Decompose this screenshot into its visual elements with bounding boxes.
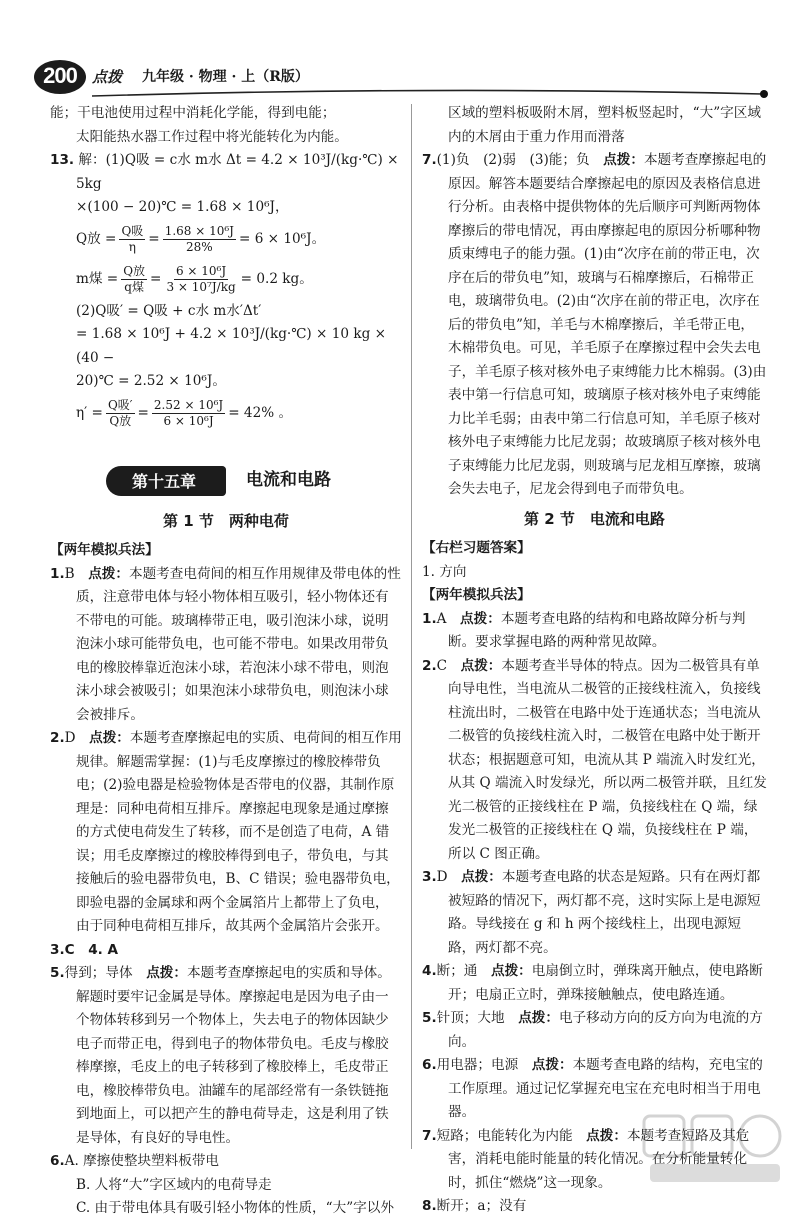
answer-key: 用电器；电源: [436, 1057, 532, 1073]
watermark-logo: [640, 1110, 790, 1190]
eq-sign: =: [148, 230, 160, 247]
chapter-title: 电流和电路: [246, 469, 331, 490]
text-line: 太阳能热水器工作过程中将光能转化为内能。: [76, 128, 348, 145]
hint-body: 本题考查电路的结构和电路故障分析与判断。要求掌握电路的两种常见故障。: [448, 610, 746, 650]
fraction: [163, 224, 236, 255]
hint-label: 点拨：: [146, 965, 187, 981]
fraction: [119, 224, 145, 255]
section-title: 第 1 节 两种电荷: [163, 511, 289, 530]
answer-key: C 4. A: [64, 941, 119, 958]
answer-key: 得到；导体: [64, 965, 147, 981]
page-number: 200: [43, 63, 77, 88]
hint-body: 本题考查短路及其危害，消耗电能时能量的转化情况。在分析能量转化时，抓住“燃烧”这一现象。: [448, 1127, 750, 1191]
frac-den: Q放: [109, 414, 132, 428]
hint-label: 点拨：: [460, 610, 501, 627]
answer-text: 解：(1)Q吸 = c水 m水 Δt = 4.2 × 10³J/(kg·℃) × 5kg: [76, 152, 399, 192]
answer-key: 断开；a；没有: [436, 1198, 527, 1214]
hint-body: 本题考查电路的结构，充电宝的工作原理。通过记忆掌握充电宝在充电时相当于用电器。: [448, 1057, 763, 1120]
answer-item: [50, 1150, 402, 1174]
hint-label: 点拨：: [586, 1127, 627, 1144]
question-number: 7.: [422, 1127, 437, 1144]
answer-option: A. 摩擦使整块塑料板带电: [64, 1153, 220, 1169]
answer-line: 20)℃ = 2.52 × 10⁶J。: [76, 373, 226, 389]
question-13: [50, 149, 402, 196]
frac-den: 6 × 10⁶J: [163, 414, 214, 428]
hint-body: 本题考查半导体的特点。因为二极管具有单向导电性，当电流从二极管的正接线柱流入，负接线柱流出时，二极管在电路中处于连通状态；当电流从二极管的负接线柱流入时，二极管在电路中处于断开状态；根据题意可知，电流从其 P 端流入时发红光，从其 Q 端流入时发绿光，所以两二极管并联，且红发光二极管的正接线柱在 P 端，负接线柱在 Q 端，绿发光二极管的正接线柱在 Q 端，负接线柱在 P 端，所以 C 图正确。: [448, 657, 767, 862]
question-number: 4.: [422, 963, 437, 979]
answer-item: [422, 608, 767, 655]
answer-key: A: [436, 610, 461, 627]
question-number: 6.: [422, 1057, 437, 1073]
answer-key: C: [436, 657, 461, 674]
question-number: 3.: [422, 869, 437, 885]
answer-line: (2)Q吸′ = Q吸 + c水 m水′Δt′: [76, 302, 262, 319]
question-number: 5.: [422, 1010, 437, 1026]
hint-label: 点拨：: [461, 869, 502, 885]
frac-num: Q吸: [121, 224, 144, 238]
question-number: 8.: [422, 1198, 437, 1214]
answer-key: 断；通: [436, 963, 491, 979]
answer-item: [50, 563, 402, 728]
text-line: 区域的塑料板吸附木屑，塑料板竖起时，“大”字区域: [448, 105, 761, 121]
eq-lhs: m煤 =: [76, 270, 119, 287]
answer-item: [422, 866, 767, 960]
column-divider: [411, 104, 412, 1149]
hint-label: 点拨：: [88, 565, 129, 582]
eq-rhs: = 0.2 kg。: [240, 270, 313, 287]
section-label: 【两年模拟兵法】: [50, 542, 159, 558]
hint-label: 点拨：: [460, 657, 502, 674]
hint-body: 电子移动方向的反方向为电流的方向。: [448, 1010, 763, 1050]
hint-body: 本题考查摩擦起电的实质、电荷间的相互作用规律。解题需掌握：(1)与毛皮摩擦过的橡胶棒带负电；(2)验电器是检验物体是否带电的仪器，其制作原理是：同种电荷相互排斥。摩擦起电现象是通过摩擦的方式使电荷发生了转移，而不是创造了电荷，A 错误；用毛皮摩擦过的橡胶棒得到电子，带负电，与其接触后的验电器带负电，B、C 错误；验电器带负电，即验电器的金属球和两个金属箔片上都带上了负电，由于同种电荷相互排斥，故其两个金属箔片会张开。: [76, 730, 402, 934]
answer-item: [50, 962, 402, 1150]
answer-key: B: [64, 565, 89, 582]
frac-den: q煤: [124, 280, 144, 294]
answer-item: [422, 149, 767, 502]
section-label: 【两年模拟兵法】: [422, 587, 531, 603]
frac-num: 1.68 × 10⁶J: [164, 224, 234, 238]
hint-body: 本题考查电荷间的相互作用规律及带电体的性质，注意带电体与轻小物体相互吸引，轻小物体还有不带电的可能。玻璃棒带正电，吸引泡沫小球，说明泡沫小球可能带负电，也可能不带电。如果改用带负电的橡胶棒靠近泡沫小球，若泡沫小球不带电，则泡沫小球会被吸引；如果泡沫小球带负电，则泡沫小球会被排斥。: [76, 565, 401, 723]
hint-label: 点拨：: [531, 1057, 573, 1073]
answer-item: [50, 727, 402, 939]
chapter-badge: [106, 466, 226, 496]
hint-label: 点拨：: [491, 963, 532, 979]
page-header: [0, 0, 801, 100]
answer-key: 针顶；大地: [436, 1010, 519, 1026]
answer-item: [422, 1195, 767, 1219]
fraction: [152, 398, 225, 429]
answer-key: (1)负 (2)弱 (3)能；负: [436, 152, 604, 168]
left-column: [50, 102, 402, 1221]
answer-key: D: [64, 730, 90, 746]
eq-lhs: η′ =: [76, 404, 103, 421]
hint-label: 点拨：: [89, 730, 130, 746]
running-title: 九年级 · 物理 · 上（R版）: [142, 69, 309, 85]
frac-num: Q放: [123, 264, 146, 278]
frac-den: 3 × 10⁷J/kg: [166, 280, 236, 294]
answer-line: 1. 方向: [422, 563, 467, 580]
fraction: [164, 264, 237, 295]
question-number: 13.: [50, 152, 75, 168]
eq-rhs: = 6 × 10⁶J。: [238, 230, 326, 247]
frac-num: 2.52 × 10⁶J: [153, 398, 224, 412]
question-number: 6.: [50, 1153, 65, 1169]
eq-lhs: Q放 =: [76, 230, 117, 247]
hint-body: 本题考查电路的状态是短路。只有在两灯都被短路的情况下，两灯都不亮，这时实际上是电源短路。导线接在 g 和 h 两个接线柱上，出现电源短路，两灯都不亮。: [448, 869, 761, 956]
answer-key: D: [436, 869, 462, 885]
frac-den: 28%: [186, 240, 213, 254]
section-label: 【右栏习题答案】: [422, 540, 531, 556]
hint-label: 点拨：: [603, 152, 644, 168]
hint-body: 本题考查摩擦起电的实质和导体。解题时要牢记金属是导体。摩擦起电是因为电子由一个物体转移到另一个物体上，失去电子的物体因缺少电子而带正电，得到电子的物体带负电。毛皮与橡胶棒摩擦，毛皮上的电子转移到了橡胶棒上，毛皮带正电，橡胶棒带负电。油罐车的尾部经常有一条铁链拖到地面上，可以把产生的静电荷导走，这是利用了铁是导体，有良好的导电性。: [76, 965, 391, 1146]
question-number: 3.: [50, 941, 65, 958]
chapter-number: 第十五章: [132, 471, 197, 491]
answer-key: 短路；电能转化为内能: [436, 1127, 587, 1144]
eq-rhs: = 42% 。: [228, 404, 293, 421]
page-number-badge: [33, 57, 87, 97]
question-number: 1.: [50, 565, 65, 582]
fraction: [121, 264, 147, 295]
answer-line: ×(100 − 20)℃ = 1.68 × 10⁶J，: [76, 199, 289, 215]
brand-logo: 点拨: [92, 68, 123, 86]
frac-num: Q吸′: [107, 398, 133, 412]
answer-item: [422, 655, 767, 867]
question-number: 2.: [422, 657, 437, 674]
text-line: 能；干电池使用过程中消耗化学能，得到电能；: [50, 105, 336, 121]
answer-option: B. 人将“大”字区域内的电荷导走: [76, 1176, 272, 1193]
chapter-heading: [50, 460, 402, 504]
hint-label: 点拨：: [518, 1010, 559, 1026]
eq-sign: =: [150, 270, 162, 287]
equation-m-mei: [50, 260, 402, 300]
question-number: 5.: [50, 965, 65, 981]
answer-line: = 1.68 × 10⁶J + 4.2 × 10³J/(kg·℃) × 10 kg × (40 −: [76, 326, 387, 366]
question-number: 2.: [50, 730, 65, 746]
frac-num: 6 × 10⁶J: [175, 264, 227, 278]
text-line: 内的木屑由于重力作用而滑落: [448, 128, 625, 145]
fraction: [106, 398, 135, 429]
right-column: [422, 102, 767, 1219]
answer-item: [422, 1007, 767, 1054]
section-title: 第 2 节 电流和电路: [524, 509, 665, 528]
question-number: 7.: [422, 152, 437, 168]
frac-den: η: [128, 240, 136, 254]
answer-item: [50, 939, 402, 963]
equation-efficiency: [50, 394, 402, 434]
hint-body: 电扇倒立时，弹珠离开触点，使电路断开；电扇正立时，弹珠接触触点，使电路连通。: [448, 963, 763, 1003]
equation-q-fang: [50, 220, 402, 260]
answer-item: [422, 960, 767, 1007]
eq-sign: =: [137, 404, 149, 421]
hint-body: 本题考查摩擦起电的原因。解答本题要结合摩擦起电的原因及表格信息进行分析。由表格中提供物体的先后顺序可判断两物体摩擦后的带电情况，再由摩擦起电的原因分析哪种物质束缚电子的能力强。(1)由“次序在前的带正电，次序在后的带负电”知，玻璃与石棉摩擦后，石棉带正电，玻璃带负电。(2)由“次序在前的带正电，次序在后的带负电”知，羊毛与木棉摩擦后，羊毛带正电，木棉带负电。可见，羊毛原子在摩擦过程中会失去电子，羊毛原子核对核外电子束缚能力比木棉弱。(3)由表中第一行信息可知，玻璃原子核对核外电子束缚能力比羊毛弱；由表中第二行信息可知，羊毛原子核对核外电子束缚能力比尼龙弱；故玻璃原子核对核外电子束缚能力比尼龙弱，则玻璃与尼龙相互摩擦，玻璃会失去电子，尼龙会得到电子而带负电。: [448, 152, 767, 497]
question-number: 1.: [422, 610, 437, 627]
answer-option: C. 由于带电体具有吸引轻小物体的性质，“大”字以外: [76, 1200, 394, 1216]
